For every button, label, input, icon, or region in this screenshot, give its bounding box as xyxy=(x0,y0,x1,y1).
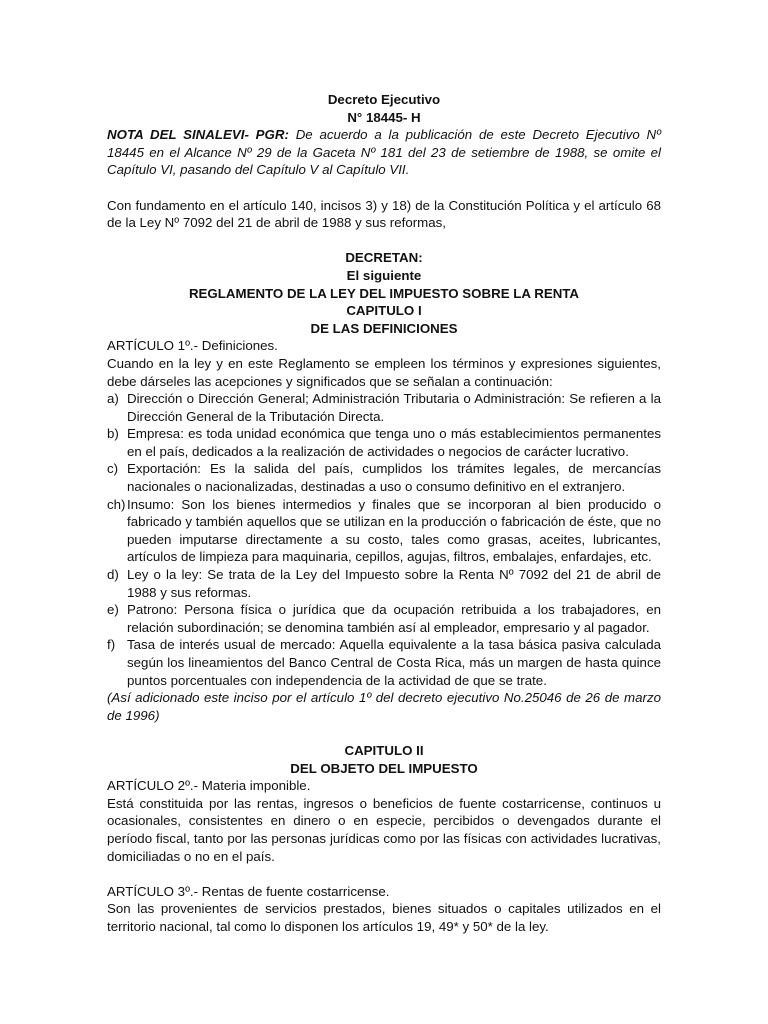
spacer xyxy=(107,179,661,197)
definition-text: Insumo: Son los bienes intermedios y finales que se incorporan al bien producido o fabricado y también aquellos que se utilizan en la producción o fabricación de éste, que no pueden imputarse directamente a su costo, tales como grasas, aceites, lubricantes, artículos de limpieza para maquinaria, cepillos, agujas, filtros, embalajes, enfardajes, etc. xyxy=(127,496,661,565)
definition-text: Patrono: Persona física o jurídica que da ocupación retribuida a los trabajadores, en relación subordinación; se denomina también así al empleador, empresario y al pagador. xyxy=(127,602,661,635)
definition-marker: c) xyxy=(107,461,119,477)
definition-text: Tasa de interés usual de mercado: Aquella equivalente a la tasa básica pasiva calculada según los lineamientos del Banco Central de Costa Rica, más un margen de hasta quince puntos porcentuales con independencia de la actividad de que se trate. xyxy=(127,637,661,688)
chapter-2-subtitle: DEL OBJETO DEL IMPUESTO xyxy=(290,760,478,776)
definition-marker: f) xyxy=(107,637,116,653)
definition-marker: a) xyxy=(107,391,119,407)
definitions-list xyxy=(107,390,661,689)
article-3-heading: ARTÍCULO 3º.- Rentas de fuente costarricense. xyxy=(107,883,390,899)
chapter-2-title: CAPITULO II xyxy=(344,742,424,758)
definition-marker: b) xyxy=(107,426,119,442)
chapter-1-title: CAPITULO I xyxy=(346,303,422,319)
decree-title: Decreto Ejecutivo xyxy=(327,92,441,107)
definition-text: Empresa: es toda unidad económica que tenga uno o más establecimientos permanentes en el país, dedicados a la realización de actividades o negocios de carácter lucrativo. xyxy=(127,426,661,459)
article-1-heading: ARTÍCULO 1º.- Definiciones. xyxy=(107,338,278,354)
article-3-text: Son las provenientes de servicios prestados, bienes situados o capitales utilizados en el territorio nacional, tal como lo disponen los artículos 19, 49* y 50* de la ley. xyxy=(107,901,661,934)
amendment-note: (Así adicionado este inciso por el artículo 1º del decreto ejecutivo No.25046 de 26 de marzo de 1996) xyxy=(107,690,661,723)
article-2-heading: ARTÍCULO 2º.- Materia imponible. xyxy=(107,778,311,794)
el-siguiente: El siguiente xyxy=(346,267,422,283)
definition-item xyxy=(107,425,661,460)
definition-item xyxy=(107,601,661,636)
definition-marker: d) xyxy=(107,567,119,583)
decree-number: N° 18445- H xyxy=(347,109,421,125)
decretan-heading: DECRETAN: xyxy=(345,250,423,266)
document-body xyxy=(107,91,661,936)
sinalevi-note xyxy=(107,126,661,179)
definition-item xyxy=(107,636,661,689)
note-label: NOTA DEL SINALEVI- PGR: xyxy=(107,127,289,143)
note-text: De acuerdo a la publicación de este Decreto Ejecutivo Nº 18445 en el Alcance Nº 29 de la Gaceta Nº 181 del 23 de setiembre de 1988, se omite el Capítulo VI, pasando del Capítulo V al Capítulo VII. xyxy=(107,127,661,178)
chapter-1-subtitle: DE LAS DEFINICIONES xyxy=(310,320,458,336)
definition-item xyxy=(107,566,661,601)
article-1-intro: Cuando en la ley y en este Reglamento se empleen los términos y expresiones siguientes, debe dárseles las acepciones y significados que se señalan a continuación: xyxy=(107,355,661,389)
preamble: Con fundamento en el artículo 140, incisos 3) y 18) de la Constitución Política y el artículo 68 de la Ley Nº 7092 del 21 de abril de 1988 y sus reformas, xyxy=(107,197,661,231)
definition-text: Exportación: Es la salida del país, cumplidos los trámites legales, de mercancías nacionales o nacionalizadas, destinadas a uso o consumo definitivo en el extranjero. xyxy=(127,461,661,495)
definition-item xyxy=(107,496,661,566)
reglamento-title: REGLAMENTO DE LA LEY DEL IMPUESTO SOBRE LA RENTA xyxy=(188,285,580,301)
spacer xyxy=(107,232,661,250)
definition-item xyxy=(107,390,661,425)
article-2-text: Está constituida por las rentas, ingresos o beneficios de fuente costarricense, continuos u ocasionales, consistentes en dinero o en especie, percibidos o devengados durante el período fiscal, tanto por las personas jurídicas como por las físicas con actividades lucrativas, domiciliadas o no en el país. xyxy=(107,795,661,864)
spacer xyxy=(107,865,661,883)
spacer xyxy=(107,724,661,742)
definition-marker: e) xyxy=(107,602,119,618)
definition-text: Ley o la ley: Se trata de la Ley del Impuesto sobre la Renta Nº 7092 del 21 de abril de 1988 y sus reformas. xyxy=(127,567,661,600)
definition-text: Dirección o Dirección General; Administración Tributaria o Administración: Se refieren a la Dirección General de la Tributación Directa. xyxy=(127,391,661,424)
definition-marker: ch) xyxy=(107,496,126,512)
definition-item xyxy=(107,460,661,495)
